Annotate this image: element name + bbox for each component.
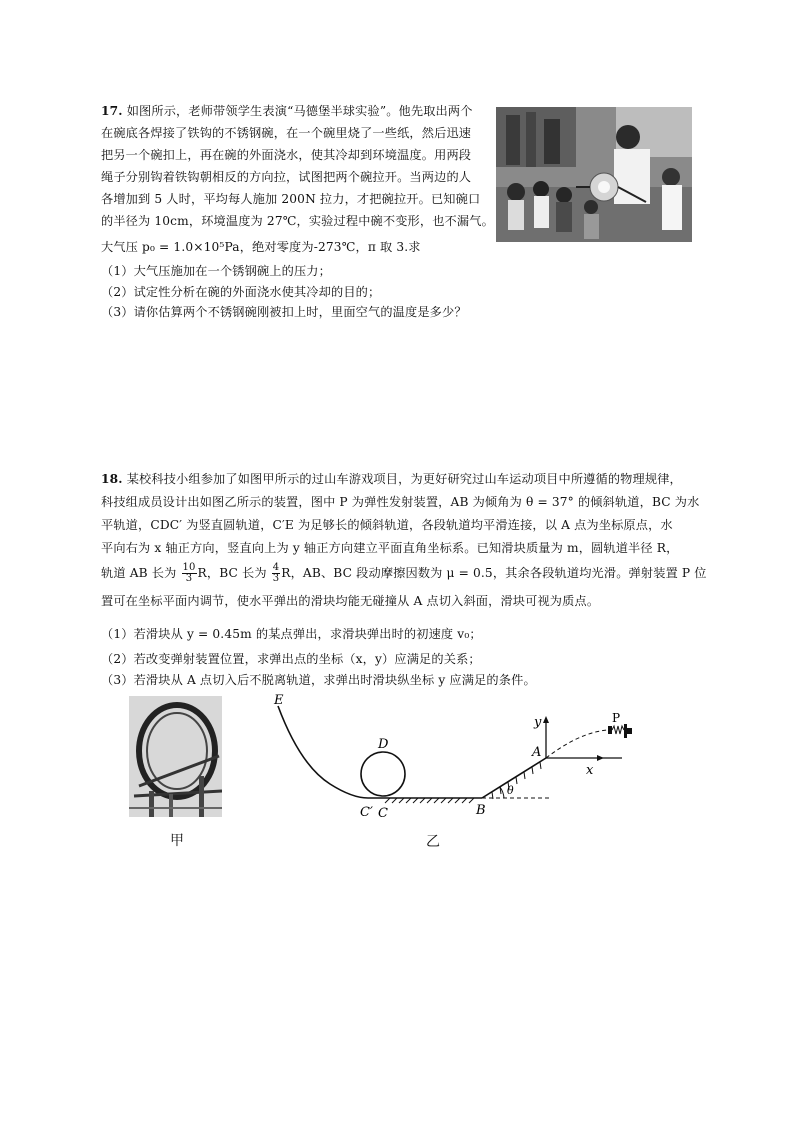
- q17-line-7: 大气压 p₀ = 1.0×10⁵Pa，绝对零度为-273℃，π 取 3.求: [101, 240, 421, 254]
- q18-line-3: 平轨道，CDC′ 为竖直圆轨道，C′E 为足够长的倾斜轨道，各段轨道均平滑连接，以 A 点为坐标原点，水: [101, 518, 673, 532]
- label-e: E: [274, 693, 284, 708]
- q17-question-3: （3）请你估算两个不锈钢碗刚被扣上时，里面空气的温度是多少？: [101, 305, 467, 319]
- label-y-axis: y: [534, 715, 542, 730]
- label-a: A: [532, 745, 542, 760]
- q17-question-1: （1）大气压施加在一个锈钢碗上的压力；: [101, 264, 331, 278]
- q18-line-1: 18. 某校科技小组参加了如图甲所示的过山车游戏项目，为更好研究过山车运动项目中所遵循的物理规律，: [101, 472, 682, 486]
- q17-line-4: 绳子分别钩着铁钩朝相反的方向拉，试图把两个碗拉开。当两边的人: [101, 170, 472, 184]
- label-c-prime: C′: [360, 805, 373, 820]
- launcher-p: [608, 724, 632, 738]
- q18-question-3: （3）若滑块从 A 点切入后不脱离轨道，求弹出时滑块纵坐标 y 应满足的条件。: [101, 673, 536, 687]
- q18-line-4: 平向右为 x 轴正方向，竖直向上为 y 轴正方向建立平面直角坐标系。已知滑块质量为 m，圆轨道半径 R，: [101, 541, 679, 555]
- track-diagram: [260, 690, 660, 830]
- label-c: C: [378, 806, 388, 821]
- magdeburg-photo: [496, 107, 692, 242]
- q18-question-2: （2）若改变弹射装置位置，求弹出点的坐标（x，y）应满足的关系；: [101, 652, 481, 666]
- q18-question-1: （1）若滑块从 y = 0.45m 的某点弹出，求滑块弹出时的初速度 v₀；: [101, 627, 482, 641]
- fraction-ten-thirds: $\frac{10}{3}$: [182, 562, 196, 584]
- label-x-axis: x: [586, 763, 594, 778]
- label-theta: θ: [507, 784, 514, 797]
- q18-number: 18.: [101, 472, 123, 486]
- fraction-four-thirds: $\frac{4}{3}$: [272, 562, 280, 584]
- q17-line-3: 把另一个碗扣上，再在碗的外面浇水，使其冷却到环境温度。用两段: [101, 148, 472, 162]
- label-d: D: [378, 737, 389, 752]
- q17-question-2: （2）试定性分析在碗的外面浇水使其冷却的目的；: [101, 285, 381, 299]
- q17-line-6: 的半径为 10cm，环境温度为 27℃，实验过程中碗不变形，也不漏气。: [101, 214, 494, 228]
- caption-yi: 乙: [426, 834, 440, 850]
- q17-number: 17.: [101, 104, 123, 118]
- q17-line-5: 各增加到 5 人时，平均每人施加 200N 拉力，才把碗拉开。已知碗口: [101, 192, 481, 206]
- roller-coaster-photo: [129, 696, 222, 817]
- q17-line-1: 17. 如图所示，老师带领学生表演“马德堡半球实验”。他先取出两个: [101, 104, 473, 118]
- q18-line-6: 置可在坐标平面内调节，使水平弹出的滑块均能无碰撞从 A 点切入斜面，滑块可视为质点。: [101, 594, 600, 608]
- q18-line-5: 轨道 AB 长为 $\frac{10}{3}$ R，BC 长为 $\frac{4}{3}$ R，AB、BC 段动摩擦因数为 μ = 0.5，其余各段轨道均光滑。弹射装置 P 位: [101, 562, 707, 584]
- q18-line-2: 科技组成员设计出如图乙所示的装置，图中 P 为弹性发射装置，AB 为倾角为 θ = 37° 的倾斜轨道，BC 为水: [101, 495, 700, 509]
- q17-line-2: 在碗底各焊接了铁钩的不锈钢碗，在一个碗里烧了一些纸，然后迅速: [101, 126, 472, 140]
- caption-jia: 甲: [170, 833, 184, 849]
- label-p: P: [612, 711, 621, 725]
- label-b: B: [476, 803, 486, 818]
